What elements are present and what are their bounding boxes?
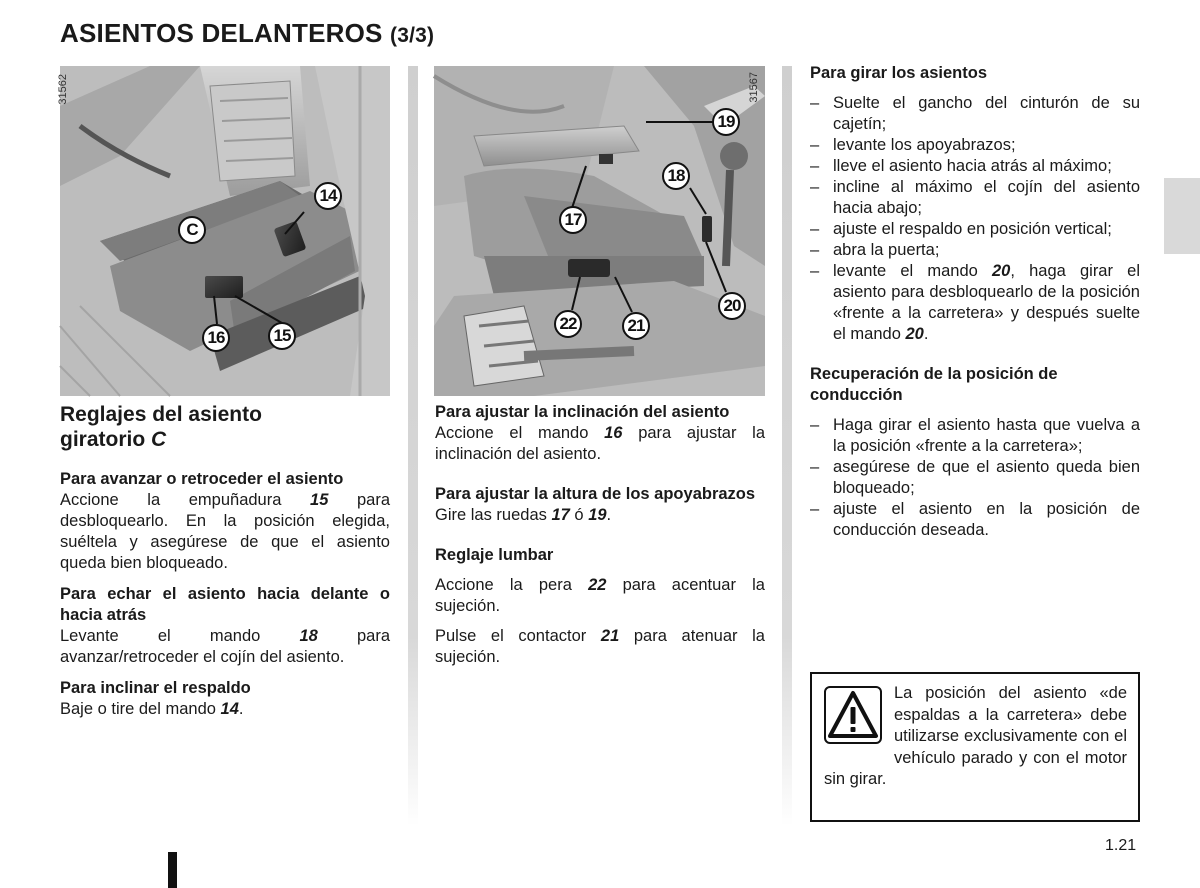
- col2-s1-text-b: para ajustar la inclinación del asiento.: [435, 424, 765, 463]
- callout-22: 22: [554, 310, 582, 338]
- col2-s3-p1-b: para acentuar la sujeción.: [435, 576, 765, 615]
- column-separator-1: [408, 66, 418, 826]
- subheading-lumbar: Reglaje lumbar: [435, 546, 554, 564]
- figure-number-left: 31562: [57, 74, 69, 105]
- list-item: – Haga girar el asiento hasta que vuelva a la posición «frente a la carretera»;: [810, 415, 1140, 457]
- paragraph-slide-seat: [60, 469, 390, 574]
- callout-19: 19: [712, 108, 740, 136]
- callout-17: 17: [559, 206, 587, 234]
- callout-c: C: [178, 216, 206, 244]
- col2-s3-p2-a: Pulse el contactor: [435, 627, 601, 645]
- paragraph-lumbar-increase: [435, 575, 765, 617]
- warning-text: La posición del asiento «de espaldas a la carretera» debe utilizarse exclusivamente con el vehículo parado y con el motor sin girar.: [824, 684, 1127, 788]
- section-heading: [60, 402, 390, 452]
- figure-seat-controls: [434, 66, 765, 396]
- warning-box: [810, 672, 1140, 822]
- list-item: – lleve el asiento hacia atrás al máximo;: [810, 156, 1140, 177]
- col2-s3-p2-b: para atenuar la sujeción.: [435, 627, 765, 666]
- col3-last-c: .: [923, 325, 929, 343]
- ref-21: 21: [600, 627, 620, 645]
- subheading-swivel: Para girar los asientos: [810, 64, 987, 82]
- column-1: [60, 402, 390, 720]
- list-item: – abra la puerta;: [810, 240, 1140, 261]
- col1-s3-text-a: Baje o tire del mando: [60, 700, 221, 718]
- subheading-tilt: Para ajustar la inclinación del asiento: [435, 403, 730, 421]
- ref-19: 19: [588, 506, 607, 524]
- col3-last-a: levante el mando: [833, 262, 992, 280]
- column-3: [810, 63, 1140, 541]
- subheading-driving-position: Recuperación de la posición de conducción: [810, 365, 1058, 404]
- column-separator-2: [782, 66, 792, 826]
- col2-s2-text-b: .: [606, 506, 612, 524]
- heading-line-2: giratorio: [60, 428, 146, 451]
- col2-s2-text-a: Gire las ruedas: [435, 506, 552, 524]
- ref-17: 17: [551, 506, 570, 524]
- ref-14: 14: [220, 700, 239, 718]
- list-item: – Suelte el gancho del cinturón de su cajetín;: [810, 93, 1140, 135]
- page-number: 1.21: [1105, 837, 1137, 854]
- callout-15: 15: [268, 322, 296, 350]
- title-text: ASIENTOS DELANTEROS: [60, 18, 383, 48]
- subheading-backrest: Para inclinar el respaldo: [60, 679, 251, 697]
- col2-s3-p1-a: Accione la pera: [435, 576, 589, 594]
- list-item: – incline al máximo el cojín del asiento hacia abajo;: [810, 177, 1140, 219]
- crop-mark: [168, 852, 177, 888]
- column-2: [435, 402, 765, 668]
- warning-float-spacer: [824, 683, 894, 753]
- figure-swivel-seat: [57, 66, 390, 396]
- list-item: – asegúrese de que el asiento queda bien bloqueado;: [810, 457, 1140, 499]
- subheading-cushion: Para echar el asiento hacia delante o hacia atrás: [60, 585, 390, 624]
- section-tab-marker: [1164, 178, 1200, 254]
- col1-s2-text-b: para avanzar/retroceder el cojín del asiento.: [60, 627, 391, 666]
- callout-18: 18: [662, 162, 690, 190]
- subheading-armrest: Para ajustar la altura de los apoyabrazos: [435, 485, 756, 503]
- list-swivel-steps: [810, 93, 1140, 345]
- heading-ref: C: [151, 428, 167, 451]
- ref-20: 20: [992, 262, 1011, 280]
- col2-s1-text-a: Accione el mando: [435, 424, 605, 442]
- list-driving-steps: [810, 415, 1140, 541]
- ref-16: 16: [604, 424, 623, 442]
- list-item: – levante los apoyabrazos;: [810, 135, 1140, 156]
- ref-22: 22: [588, 576, 607, 594]
- ref-18: 18: [299, 627, 318, 645]
- figure-number-middle: 31567: [748, 72, 760, 103]
- paragraph-tilt: [435, 402, 765, 465]
- callout-20: 20: [718, 292, 746, 320]
- paragraph-cushion: [60, 584, 390, 668]
- paragraph-armrest: [435, 484, 765, 526]
- callout-14: 14: [314, 182, 342, 210]
- list-item: – ajuste el respaldo en posición vertical;: [810, 219, 1140, 240]
- page-title: [60, 18, 434, 49]
- ref-20: 20: [905, 325, 924, 343]
- paragraph-lumbar-decrease: [435, 626, 765, 668]
- subheading-slide-seat: Para avanzar o retroceder el asiento: [60, 470, 344, 488]
- list-item: – ajuste el asiento en la posición de conducción deseada.: [810, 499, 1140, 541]
- ref-15: 15: [310, 491, 329, 509]
- col1-s3-text-b: .: [238, 700, 244, 718]
- paragraph-backrest: [60, 678, 390, 720]
- callout-16: 16: [202, 324, 230, 352]
- heading-line-1: Reglajes del asiento: [60, 403, 262, 426]
- col1-s2-text-a: Levante el mando: [60, 627, 300, 645]
- callout-21: 21: [622, 312, 650, 340]
- col2-s2-text-mid: ó: [569, 506, 589, 524]
- col1-s1-text-a: Accione la empuñadura: [60, 491, 311, 509]
- col3-last-b: , haga girar el asiento para desbloquearlo de la posición «frente a la carretera» y después suelte el mando: [833, 262, 1140, 343]
- title-part: (3/3): [390, 24, 435, 47]
- list-item: [810, 261, 1140, 345]
- warning-text-wrap: [824, 683, 1127, 791]
- col1-s1-text-b: para desbloquearlo. En la posición elegida, suéltela y asegúrese de que el asiento queda bien bloqueado.: [60, 491, 391, 572]
